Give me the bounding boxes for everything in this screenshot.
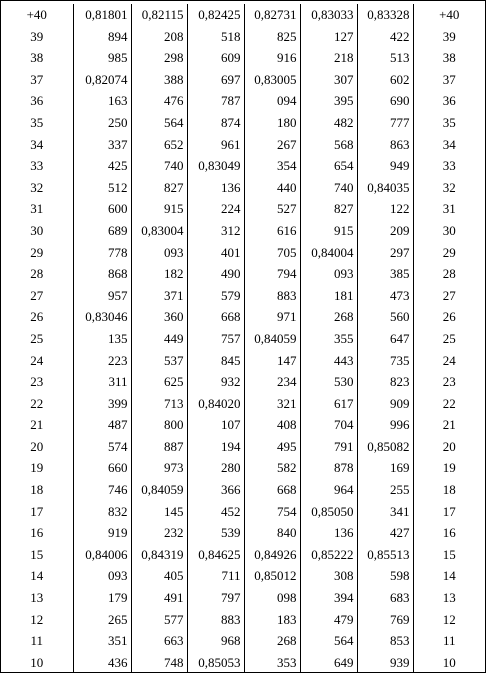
row-label-right: 30 <box>413 220 485 242</box>
table-cell: 740 <box>131 155 187 177</box>
table-row <box>1 393 485 415</box>
table-cell: 916 <box>244 47 300 69</box>
table-cell: 427 <box>357 522 413 544</box>
table-cell: 122 <box>357 198 413 220</box>
table-cell: 652 <box>131 134 187 156</box>
table-body <box>1 4 485 673</box>
table-cell: 0,84006 <box>73 544 131 566</box>
table-cell: 735 <box>357 350 413 372</box>
table-cell: 297 <box>357 242 413 264</box>
table-cell: 560 <box>357 306 413 328</box>
table-cell: 476 <box>131 90 187 112</box>
row-label-right: 25 <box>413 328 485 350</box>
row-label-right: 24 <box>413 350 485 372</box>
table-cell: 874 <box>187 112 244 134</box>
table-cell: 539 <box>187 522 244 544</box>
row-label-left: 10 <box>30 654 44 670</box>
table-cell: 711 <box>187 565 244 587</box>
table-cell: 250 <box>73 112 131 134</box>
table-cell: 0,84004 <box>300 242 357 264</box>
table-cell: 513 <box>357 47 413 69</box>
table-cell: 663 <box>131 630 187 652</box>
table-cell: 825 <box>244 26 300 48</box>
table-cell: 564 <box>131 112 187 134</box>
table-cell: 985 <box>73 47 131 69</box>
table-cell: 136 <box>300 522 357 544</box>
table-cell: 609 <box>187 47 244 69</box>
table-cell: 863 <box>357 134 413 156</box>
row-label-right: 12 <box>413 609 485 631</box>
table-row <box>1 609 485 631</box>
table-cell: 778 <box>73 242 131 264</box>
table-row <box>1 263 485 285</box>
row-label-left: 25 <box>30 330 44 346</box>
table-cell: 794 <box>244 263 300 285</box>
table-cell: 408 <box>244 414 300 436</box>
table-cell: 268 <box>300 306 357 328</box>
row-label-right: 15 <box>413 544 485 566</box>
row-label-right: 14 <box>413 565 485 587</box>
table-cell: 697 <box>187 69 244 91</box>
table-cell: 797 <box>187 587 244 609</box>
table-cell: 0,84035 <box>357 177 413 199</box>
table-cell: 777 <box>357 112 413 134</box>
table-cell: 748 <box>131 652 187 673</box>
row-label-left: 11 <box>30 633 44 649</box>
table-cell: 0,84059 <box>244 328 300 350</box>
table-cell: 371 <box>131 285 187 307</box>
row-label-right: 37 <box>413 69 485 91</box>
table-cell: 894 <box>73 26 131 48</box>
table-cell: 183 <box>244 609 300 631</box>
row-label-right: 13 <box>413 587 485 609</box>
table-cell: 449 <box>131 328 187 350</box>
table-cell: 845 <box>187 350 244 372</box>
table-cell: 823 <box>357 371 413 393</box>
row-label-right: 32 <box>413 177 485 199</box>
table-cell: 395 <box>300 90 357 112</box>
table-cell: 232 <box>131 522 187 544</box>
table-cell: 127 <box>300 26 357 48</box>
table-cell: 600 <box>73 198 131 220</box>
row-label-left: 23 <box>30 374 44 390</box>
row-label-right: 18 <box>413 479 485 501</box>
table-row <box>1 4 485 26</box>
table-cell: 473 <box>357 285 413 307</box>
table-cell: 0,82074 <box>73 69 131 91</box>
row-label-right: 28 <box>413 263 485 285</box>
row-label-left: 37 <box>30 71 44 87</box>
table-cell: 0,84926 <box>244 544 300 566</box>
row-label-left: 16 <box>30 525 44 541</box>
table-row <box>1 285 485 307</box>
table-cell: 355 <box>300 328 357 350</box>
table-cell: 582 <box>244 457 300 479</box>
table-cell: 683 <box>357 587 413 609</box>
table-cell: 147 <box>244 350 300 372</box>
table-cell: 182 <box>131 263 187 285</box>
row-label-left: 38 <box>30 50 44 66</box>
table-cell: 399 <box>73 393 131 415</box>
table-cell: 094 <box>244 90 300 112</box>
table-cell: 366 <box>187 479 244 501</box>
table-cell: 280 <box>187 457 244 479</box>
table-cell: 135 <box>73 328 131 350</box>
table-cell: 919 <box>73 522 131 544</box>
row-label-left: 33 <box>30 158 44 174</box>
table-cell: 394 <box>300 587 357 609</box>
table-cell: 307 <box>300 69 357 91</box>
table-cell: 939 <box>357 652 413 673</box>
table-cell: 690 <box>357 90 413 112</box>
table-cell: 0,85053 <box>187 652 244 673</box>
table-cell: 425 <box>73 155 131 177</box>
table-row <box>1 90 485 112</box>
row-label-left: 19 <box>30 460 44 476</box>
row-label-right: 36 <box>413 90 485 112</box>
table-cell: 223 <box>73 350 131 372</box>
table-cell: 181 <box>300 285 357 307</box>
table-cell: 754 <box>244 501 300 523</box>
table-row <box>1 501 485 523</box>
table-cell: 452 <box>187 501 244 523</box>
table-cell: 598 <box>357 565 413 587</box>
row-label-left: 24 <box>30 352 44 368</box>
table-cell: 0,83328 <box>357 4 413 26</box>
table-cell: 388 <box>131 69 187 91</box>
table-cell: 705 <box>244 242 300 264</box>
table-cell: 312 <box>187 220 244 242</box>
table-cell: 0,83005 <box>244 69 300 91</box>
table-cell: 996 <box>357 414 413 436</box>
table-cell: 351 <box>73 630 131 652</box>
table-cell: 668 <box>187 306 244 328</box>
table-cell: 564 <box>300 630 357 652</box>
row-label-right: 31 <box>413 198 485 220</box>
table-cell: 527 <box>244 198 300 220</box>
row-label-right: 34 <box>413 134 485 156</box>
table-cell: 915 <box>300 220 357 242</box>
table-row <box>1 198 485 220</box>
row-label-right: 16 <box>413 522 485 544</box>
table-cell: 518 <box>187 26 244 48</box>
table-cell: 853 <box>357 630 413 652</box>
table-cell: 234 <box>244 371 300 393</box>
table-cell: 136 <box>187 177 244 199</box>
table-cell: 0,82425 <box>187 4 244 26</box>
table-row <box>1 587 485 609</box>
table-cell: 440 <box>244 177 300 199</box>
table-cell: 791 <box>300 436 357 458</box>
table-cell: 800 <box>131 414 187 436</box>
table-row <box>1 350 485 372</box>
table-cell: 093 <box>300 263 357 285</box>
table-row <box>1 47 485 69</box>
table-row <box>1 479 485 501</box>
row-label-right: 26 <box>413 306 485 328</box>
table-cell: 495 <box>244 436 300 458</box>
row-label-left: 35 <box>30 114 44 130</box>
table-cell: 209 <box>357 220 413 242</box>
table-cell: 704 <box>300 414 357 436</box>
row-label-left: 36 <box>30 93 44 109</box>
table-cell: 321 <box>244 393 300 415</box>
table-cell: 0,82115 <box>131 4 187 26</box>
table-cell: 0,85050 <box>300 501 357 523</box>
table-cell: 218 <box>300 47 357 69</box>
table-cell: 616 <box>244 220 300 242</box>
table-cell: 883 <box>187 609 244 631</box>
table-row <box>1 436 485 458</box>
table-row <box>1 630 485 652</box>
numeric-table <box>1 4 485 673</box>
row-label-left: 22 <box>30 395 44 411</box>
table-cell: 617 <box>300 393 357 415</box>
table-cell: 443 <box>300 350 357 372</box>
row-label-right: 22 <box>413 393 485 415</box>
table-cell: 0,85513 <box>357 544 413 566</box>
row-label-right: 11 <box>413 630 485 652</box>
table-cell: 169 <box>357 457 413 479</box>
table-cell: 194 <box>187 436 244 458</box>
row-label-left: 28 <box>30 266 44 282</box>
table-cell: 0,85082 <box>357 436 413 458</box>
table-cell: 957 <box>73 285 131 307</box>
row-label-left: +40 <box>26 7 47 22</box>
table-cell: 968 <box>187 630 244 652</box>
row-label-right: 23 <box>413 371 485 393</box>
table-cell: 602 <box>357 69 413 91</box>
row-label-right: 19 <box>413 457 485 479</box>
table-row <box>1 134 485 156</box>
table-cell: 827 <box>300 198 357 220</box>
table-cell: 179 <box>73 587 131 609</box>
row-label-right: 21 <box>413 414 485 436</box>
table-cell: 360 <box>131 306 187 328</box>
table-cell: 268 <box>244 630 300 652</box>
table-cell: 840 <box>244 522 300 544</box>
table-cell: 0,81801 <box>73 4 131 26</box>
row-label-left: 20 <box>30 438 44 454</box>
table-cell: 479 <box>300 609 357 631</box>
table-row <box>1 652 485 673</box>
table-cell: 868 <box>73 263 131 285</box>
table-cell: 490 <box>187 263 244 285</box>
table-row <box>1 26 485 48</box>
table-cell: 660 <box>73 457 131 479</box>
table-cell: 093 <box>73 565 131 587</box>
table-row <box>1 565 485 587</box>
row-label-right: 33 <box>413 155 485 177</box>
row-label-left: 13 <box>30 590 44 606</box>
table-cell: 647 <box>357 328 413 350</box>
table-cell: 385 <box>357 263 413 285</box>
table-cell: 827 <box>131 177 187 199</box>
table-cell: 354 <box>244 155 300 177</box>
row-label-right: 10 <box>413 652 485 673</box>
row-label-left: 32 <box>30 179 44 195</box>
row-label-left: 34 <box>30 136 44 152</box>
table-row <box>1 328 485 350</box>
table-cell: 482 <box>300 112 357 134</box>
row-label-left: 29 <box>30 244 44 260</box>
table-row <box>1 414 485 436</box>
table-cell: 0,85222 <box>300 544 357 566</box>
table-cell: 961 <box>187 134 244 156</box>
table-row <box>1 177 485 199</box>
table-cell: 654 <box>300 155 357 177</box>
table-row <box>1 155 485 177</box>
table-cell: 267 <box>244 134 300 156</box>
table-cell: 436 <box>73 652 131 673</box>
row-label-right: 17 <box>413 501 485 523</box>
table-cell: 0,84319 <box>131 544 187 566</box>
table-cell: 163 <box>73 90 131 112</box>
table-cell: 568 <box>300 134 357 156</box>
table-cell: 713 <box>131 393 187 415</box>
table-cell: 973 <box>131 457 187 479</box>
table-row <box>1 69 485 91</box>
table-cell: 909 <box>357 393 413 415</box>
table-cell: 0,84020 <box>187 393 244 415</box>
table-cell: 530 <box>300 371 357 393</box>
table-cell: 740 <box>300 177 357 199</box>
row-label-left: 39 <box>30 28 44 44</box>
table-cell: 208 <box>131 26 187 48</box>
table-cell: 353 <box>244 652 300 673</box>
table-cell: 180 <box>244 112 300 134</box>
table-cell: 405 <box>131 565 187 587</box>
table-cell: 308 <box>300 565 357 587</box>
table-cell: 255 <box>357 479 413 501</box>
table-cell: 0,85012 <box>244 565 300 587</box>
table-cell: 579 <box>187 285 244 307</box>
table-cell: 537 <box>131 350 187 372</box>
table-cell: 098 <box>244 587 300 609</box>
table-cell: 0,83004 <box>131 220 187 242</box>
table-row <box>1 544 485 566</box>
table-cell: 832 <box>73 501 131 523</box>
row-label-right: 20 <box>413 436 485 458</box>
table-cell: 0,83046 <box>73 306 131 328</box>
table-cell: 491 <box>131 587 187 609</box>
table-cell: 145 <box>131 501 187 523</box>
table-cell: 337 <box>73 134 131 156</box>
table-row <box>1 112 485 134</box>
table-cell: 0,83033 <box>300 4 357 26</box>
row-label-right: +40 <box>413 4 485 26</box>
table-cell: 949 <box>357 155 413 177</box>
table-row <box>1 306 485 328</box>
table-cell: 932 <box>187 371 244 393</box>
row-label-left: 17 <box>30 503 44 519</box>
table-cell: 311 <box>73 371 131 393</box>
row-label-right: 38 <box>413 47 485 69</box>
table-cell: 668 <box>244 479 300 501</box>
row-label-left: 21 <box>30 417 44 433</box>
table-row <box>1 522 485 544</box>
table-cell: 401 <box>187 242 244 264</box>
table-row <box>1 457 485 479</box>
table-cell: 0,84625 <box>187 544 244 566</box>
row-label-left: 31 <box>30 201 44 217</box>
table-cell: 093 <box>131 242 187 264</box>
table-cell: 298 <box>131 47 187 69</box>
row-label-left: 30 <box>30 222 44 238</box>
table-cell: 625 <box>131 371 187 393</box>
row-label-left: 26 <box>30 309 44 325</box>
table-cell: 574 <box>73 436 131 458</box>
table-row <box>1 371 485 393</box>
table-row <box>1 220 485 242</box>
table-cell: 577 <box>131 609 187 631</box>
table-cell: 224 <box>187 198 244 220</box>
row-label-right: 27 <box>413 285 485 307</box>
table-cell: 265 <box>73 609 131 631</box>
row-label-left: 15 <box>30 546 44 562</box>
row-label-left: 14 <box>30 568 44 584</box>
table-cell: 341 <box>357 501 413 523</box>
table-cell: 422 <box>357 26 413 48</box>
table-cell: 746 <box>73 479 131 501</box>
table-cell: 878 <box>300 457 357 479</box>
table-cell: 0,84059 <box>131 479 187 501</box>
row-label-right: 29 <box>413 242 485 264</box>
table-cell: 512 <box>73 177 131 199</box>
table-cell: 883 <box>244 285 300 307</box>
table-cell: 757 <box>187 328 244 350</box>
table-cell: 964 <box>300 479 357 501</box>
row-label-right: 35 <box>413 112 485 134</box>
row-label-left: 12 <box>30 611 44 627</box>
table-cell: 689 <box>73 220 131 242</box>
table-cell: 887 <box>131 436 187 458</box>
table-cell: 915 <box>131 198 187 220</box>
table-cell: 107 <box>187 414 244 436</box>
table-cell: 0,83049 <box>187 155 244 177</box>
table-cell: 0,82731 <box>244 4 300 26</box>
table-cell: 971 <box>244 306 300 328</box>
table-row <box>1 242 485 264</box>
table-cell: 769 <box>357 609 413 631</box>
row-label-left: 27 <box>30 287 44 303</box>
table-cell: 649 <box>300 652 357 673</box>
row-label-left: 18 <box>30 482 44 498</box>
table-cell: 787 <box>187 90 244 112</box>
row-label-right: 39 <box>413 26 485 48</box>
table-cell: 487 <box>73 414 131 436</box>
